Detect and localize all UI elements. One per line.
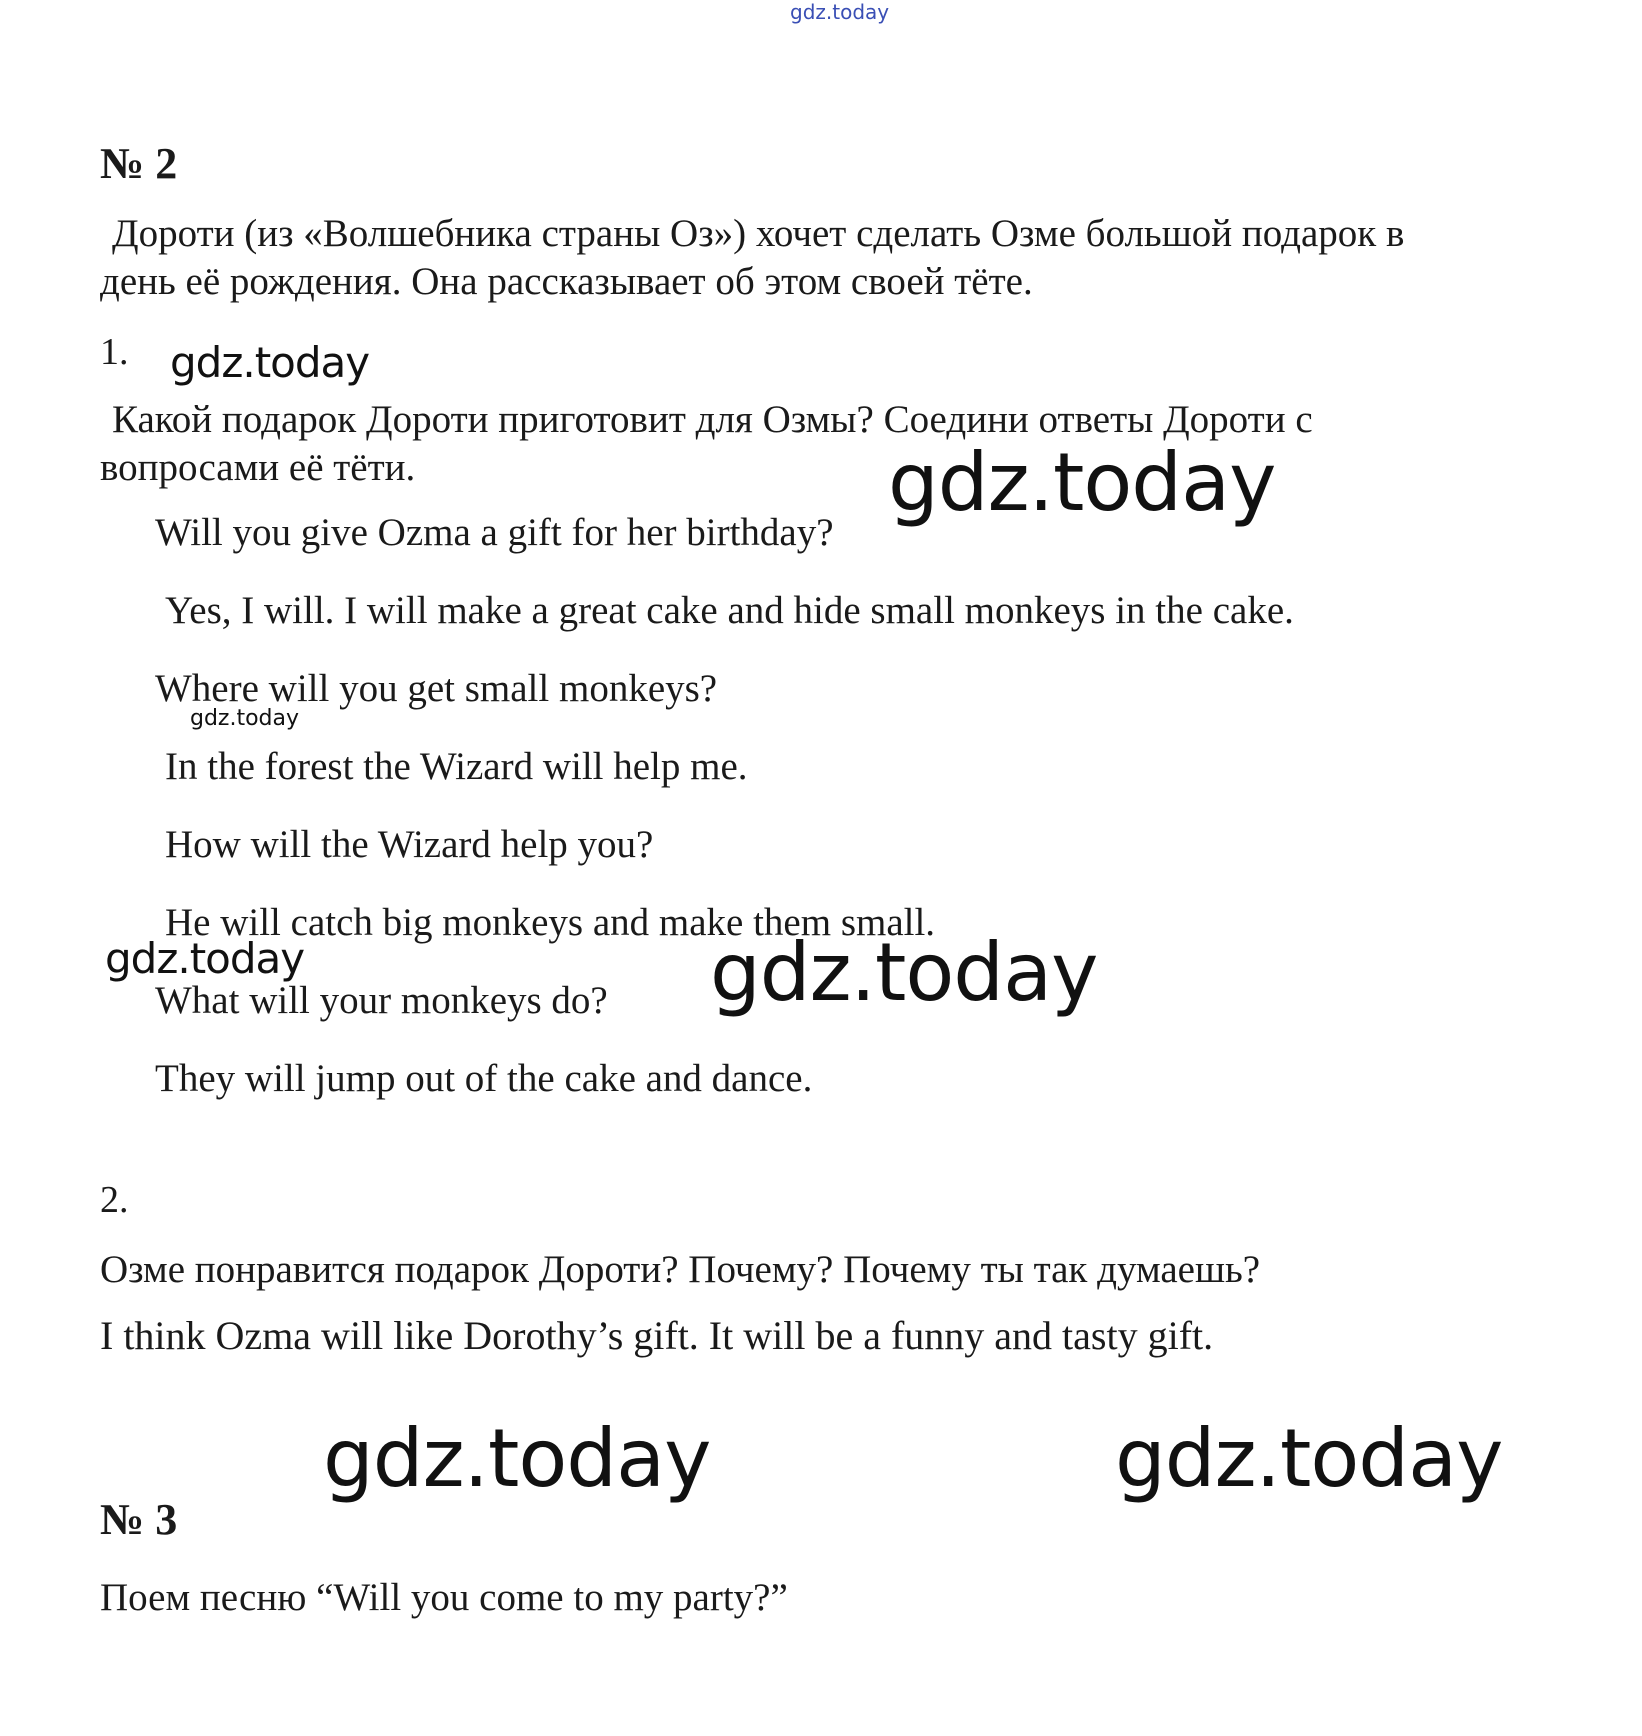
task-3-text: Поем песню “Will you come to my party?”: [100, 1576, 788, 1619]
watermark-1: gdz.today: [170, 338, 370, 387]
part-1-instruction: [100, 396, 1560, 492]
dialogue-line: They will jump out of the cake and dance.: [155, 1057, 813, 1100]
task-2-intro: [100, 210, 1560, 306]
dialogue-line: What will your monkeys do?: [155, 979, 608, 1022]
watermark-4: gdz.today: [105, 934, 305, 983]
dialogue-line: In the forest the Wizard will help me.: [165, 745, 748, 788]
task-3-heading: № 3: [100, 1495, 178, 1544]
dialogue-line: Will you give Ozma a gift for her birthday?: [155, 511, 834, 554]
watermark-2: gdz.today: [888, 436, 1276, 529]
part-2-answer: I think Ozma will like Dorothy’s gift. It will be a funny and tasty gift.: [100, 1313, 1214, 1358]
intro-line-2: день её рождения. Она рассказывает об этом своей тёте.: [100, 260, 1033, 303]
watermark-6: gdz.today: [323, 1412, 711, 1505]
part-2-number: 2.: [100, 1179, 129, 1221]
dialogue-line: How will the Wizard help you?: [165, 823, 654, 866]
watermark-top: gdz.today: [790, 0, 890, 24]
part-1-number: 1.: [100, 331, 129, 373]
task-2-heading: № 2: [100, 139, 178, 188]
dialogue-line: He will catch big monkeys and make them small.: [165, 901, 936, 944]
instruction-line-1: Какой подарок Дороти приготовит для Озмы? Соедини ответы Дороти с: [112, 398, 1313, 441]
dialogue-line: Yes, I will. I will make a great cake and hide small monkeys in the cake.: [165, 589, 1294, 632]
part-2-question: Озме понравится подарок Дороти? Почему? Почему ты так думаешь?: [100, 1248, 1261, 1291]
watermark-5: gdz.today: [710, 926, 1098, 1019]
instruction-line-2: вопросами её тёти.: [100, 446, 416, 489]
watermark-3: gdz.today: [190, 706, 300, 731]
dialogue-line: Where will you get small monkeys?: [155, 667, 718, 710]
watermark-7: gdz.today: [1115, 1412, 1503, 1505]
intro-line-1: Дороти (из «Волшебника страны Оз») хочет сделать Озме большой подарок в: [112, 212, 1405, 255]
